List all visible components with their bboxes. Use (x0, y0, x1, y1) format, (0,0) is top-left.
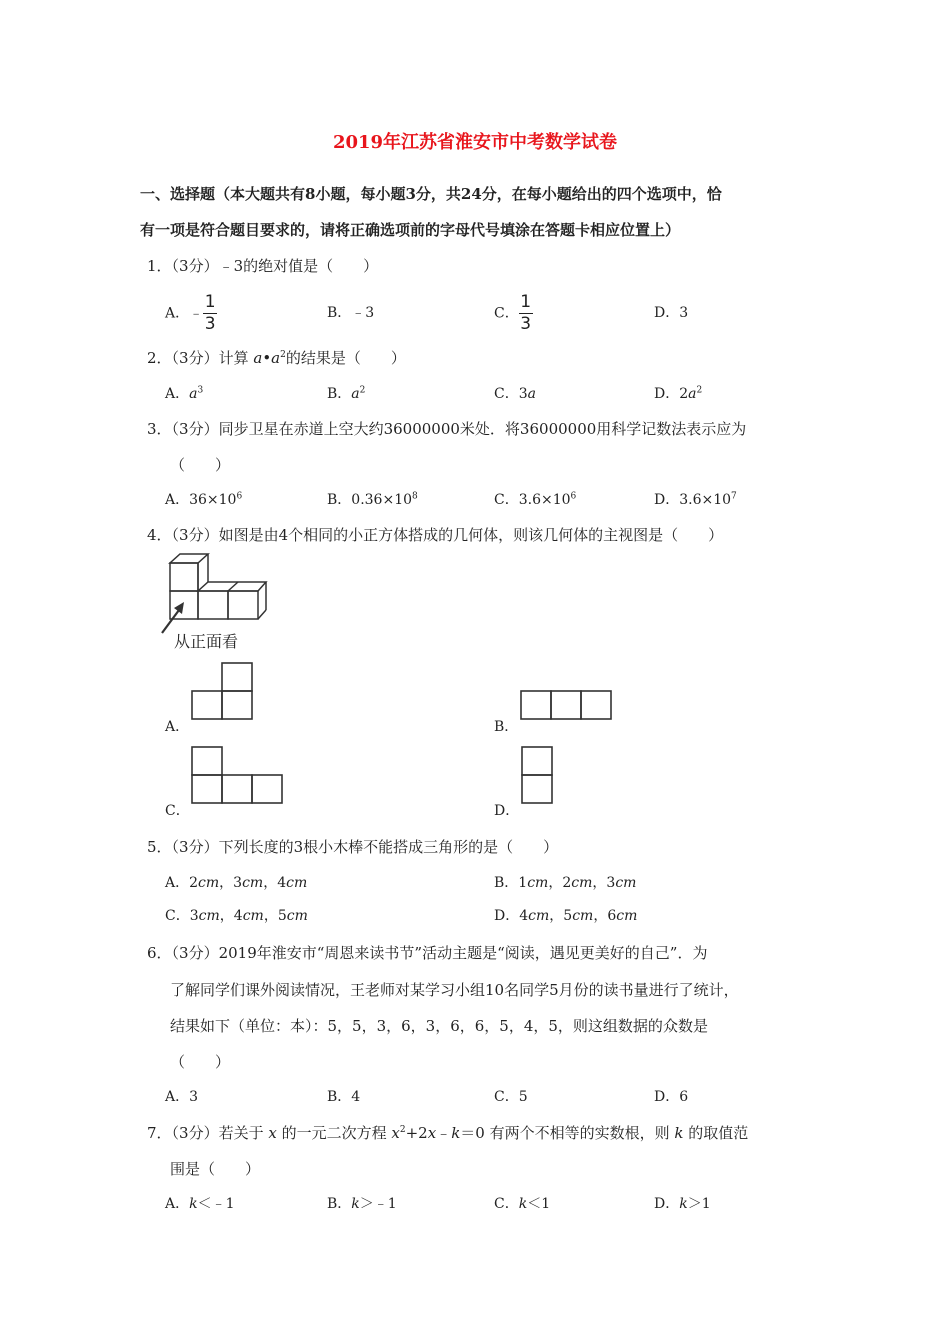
q7-option-c: C．k＜1 (494, 1196, 551, 1212)
q2-option-b: B．$a^2$ (327, 385, 366, 402)
q7-option-a: A．k＜﹣1 (165, 1196, 235, 1212)
q6-line1: 6．（3分）2019年淮安市“周恩来读书节”活动主题是“阅读，遇见更美好的自己”．为 (147, 944, 708, 962)
q5-option-a: A．2cm，3cm，4cm (165, 875, 308, 891)
q1-c-fraction: $\frac{1}{3}$ (520, 292, 532, 334)
q4-option-b: B． (494, 719, 519, 735)
q1-option-d: D．3 (654, 305, 689, 321)
q6-option-b: B．4 (327, 1089, 361, 1105)
q4-stem: 4．（3分）如图是由4个相同的小正方体搭成的几何体，则该几何体的主视图是（ ） (147, 526, 724, 544)
q6-line2: 了解同学们课外阅读情况，王老师对某学习小组10名同学5月份的读书量进行了统计， (170, 981, 739, 999)
q4-option-c: C． (165, 803, 190, 819)
q5-option-d: D．4cm，5cm，6cm (494, 908, 638, 924)
q4-option-b-shape (520, 690, 612, 720)
q2-option-a: A．$a^3$ (165, 385, 204, 402)
q3-option-a: A．$36\times 10^6$ (165, 491, 243, 508)
q7-option-b: B．k＞﹣1 (327, 1196, 397, 1212)
q4-option-a: A． (165, 719, 190, 735)
section-heading-line1: 一、选择题（本大题共有8小题，每小题3分，共24分，在每小题给出的四个选项中，恰 (140, 185, 722, 203)
q6-option-d: D．6 (654, 1089, 689, 1105)
q6-option-c: C．5 (494, 1089, 528, 1105)
q3-stem: 3．（3分）同步卫星在赤道上空大约36000000米处．将36000000用科学记数法表示应为 (147, 420, 747, 438)
q4-option-a-shape (191, 662, 253, 720)
q4-option-d-shape (521, 746, 553, 804)
q2-stem: 2．（3分）计算 $a•a^2$的结果是（ ） (147, 349, 406, 367)
q5-option-c: C．3cm，4cm，5cm (165, 908, 308, 924)
q6-line3: 结果如下（单位：本）：5，5，3，6，3，6，6，5，4，5，则这组数据的众数是 (170, 1017, 708, 1035)
q7-stem: 7．（3分）若关于 x 的一元二次方程 $x^2+2x﹣k=0$ 有两个不相等的实数根，则 k 的取值范 (147, 1124, 749, 1142)
q1-option-a: A．﹣ $\frac{1}{3}$ (165, 292, 216, 334)
q7-option-d: D．k＞1 (654, 1196, 711, 1212)
page-title: 2019年江苏省淮安市中考数学试卷 (332, 132, 618, 153)
q3-paren: （ ） (170, 456, 231, 474)
q3-option-c: C．$3.6\times 10^6$ (494, 491, 577, 508)
q1-stem: 1．（3分）﹣3的绝对值是（ ） (147, 257, 379, 275)
q1-option-b: B．﹣3 (327, 305, 375, 321)
q2-option-c: C．3a (494, 386, 536, 402)
q3-option-b: B．$0.36\times 10^8$ (327, 491, 418, 508)
q3-option-d: D．$3.6\times 10^7$ (654, 491, 737, 508)
q6-option-a: A．3 (165, 1089, 199, 1105)
q4-option-d: D． (494, 803, 520, 819)
q4-option-c-shape (191, 746, 283, 804)
q2-option-d: D．$2a^2$ (654, 385, 703, 402)
q1-a-fraction: $\frac{1}{3}$ (204, 292, 216, 334)
section-heading-line2: 有一项是符合题目要求的，请将正确选项前的字母代号填涂在答题卡相应位置上） (140, 221, 681, 239)
q7-line2: 围是（ ） (170, 1160, 261, 1178)
q4-figure-label: 从正面看 (174, 632, 239, 651)
q6-paren: （ ） (170, 1053, 231, 1071)
q5-option-b: B．1cm，2cm，3cm (494, 875, 637, 891)
q5-stem: 5．（3分）下列长度的3根小木棒不能搭成三角形的是（ ） (147, 838, 559, 856)
q1-option-c: C． $\frac{1}{3}$ (494, 292, 532, 334)
